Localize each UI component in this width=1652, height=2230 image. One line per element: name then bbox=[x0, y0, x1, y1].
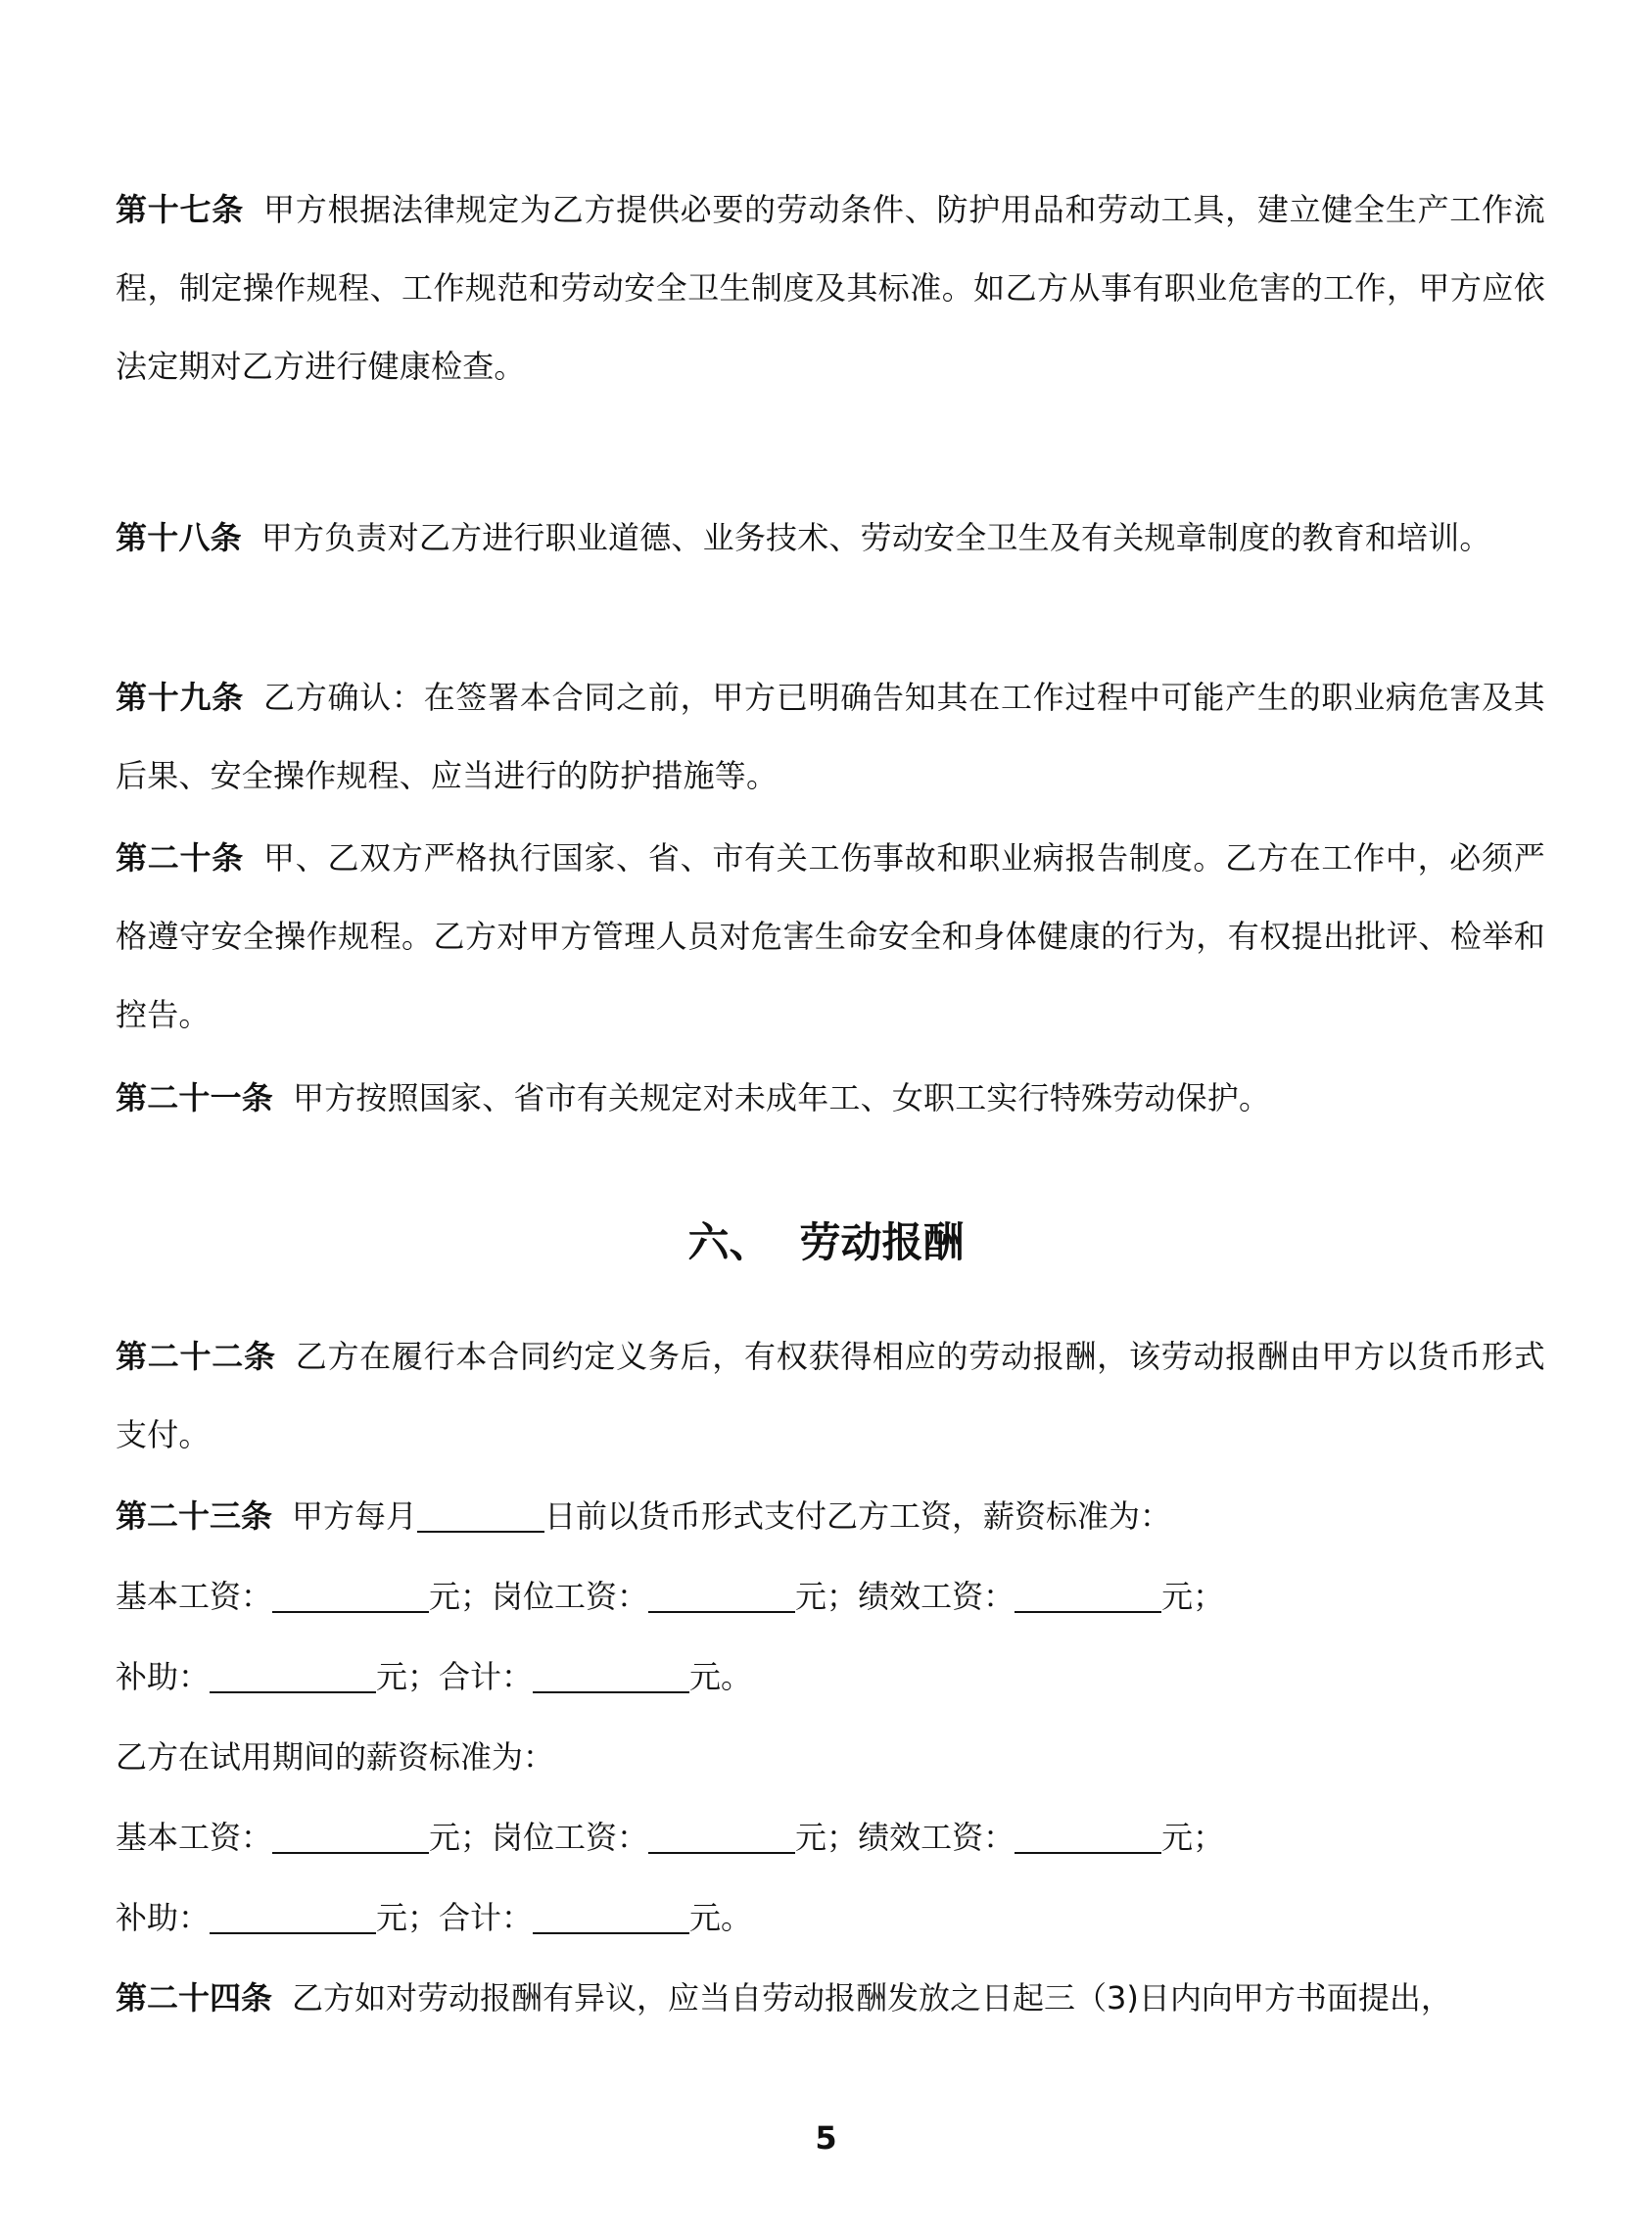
article-23 bbox=[116, 1477, 1545, 1555]
article-text: 乙方在履行本合同约定义务后，有权获得相应的劳动报酬，该劳动报酬由甲方以货币形式支付。 bbox=[116, 1338, 1545, 1453]
post-salary-blank[interactable] bbox=[648, 1576, 795, 1613]
article-19 bbox=[116, 658, 1545, 815]
subsidy-label: 补助： bbox=[116, 1899, 211, 1936]
article-label: 第二十条 bbox=[116, 839, 244, 877]
article-label: 第二十四条 bbox=[116, 1979, 273, 2016]
article-text: 甲、乙双方严格执行国家、省、市有关工伤事故和职业病报告制度。乙方在工作中，必须严格遵守安全操作规程。乙方对甲方管理人员对危害生命安全和身体健康的行为，有权提出批评、检举和控告。 bbox=[116, 839, 1545, 1033]
basic-salary-blank[interactable] bbox=[272, 1576, 429, 1613]
probation-basic-salary-blank[interactable] bbox=[272, 1817, 429, 1854]
unit-text: 元； bbox=[1161, 1819, 1225, 1856]
article-text: 乙方确认：在签署本合同之前，甲方已明确告知其在工作过程中可能产生的职业病危害及其后果、安全操作规程、应当进行的防护措施等。 bbox=[116, 679, 1545, 794]
article-21 bbox=[116, 1059, 1545, 1137]
probation-subsidy-blank[interactable] bbox=[210, 1897, 376, 1934]
total-label: 合计： bbox=[439, 1658, 534, 1695]
section-heading bbox=[0, 1204, 1652, 1282]
post-salary-label: 岗位工资： bbox=[492, 1819, 649, 1856]
total-blank[interactable] bbox=[533, 1656, 689, 1693]
unit-text: 元。 bbox=[689, 1658, 753, 1695]
pay-day-blank[interactable] bbox=[417, 1495, 544, 1533]
subsidy-label: 补助： bbox=[116, 1658, 211, 1695]
performance-salary-label: 绩效工资： bbox=[858, 1819, 1015, 1856]
performance-salary-label: 绩效工资： bbox=[858, 1578, 1015, 1615]
probation-performance-salary-blank[interactable] bbox=[1015, 1817, 1161, 1854]
unit-text: 元； bbox=[795, 1819, 859, 1856]
article-text: 乙方如对劳动报酬有异议，应当自劳动报酬发放之日起三（3)日内向甲方书面提出， bbox=[292, 1979, 1452, 2016]
article-text: 甲方根据法律规定为乙方提供必要的劳动条件、防护用品和劳动工具，建立健全生产工作流程，制定操作规程、工作规范和劳动安全卫生制度及其标准。如乙方从事有职业危害的工作，甲方应依法定期对乙方进行健康检查。 bbox=[116, 191, 1545, 385]
post-salary-label: 岗位工资： bbox=[492, 1578, 649, 1615]
salary-line-2 bbox=[116, 1637, 1545, 1716]
article-text-before: 甲方每月 bbox=[292, 1497, 418, 1535]
probation-salary-line-2 bbox=[116, 1878, 1545, 1957]
probation-intro: 乙方在试用期间的薪资标准为： bbox=[116, 1738, 555, 1776]
performance-salary-blank[interactable] bbox=[1015, 1576, 1161, 1613]
unit-text: 元； bbox=[429, 1578, 493, 1615]
article-label: 第二十三条 bbox=[116, 1497, 273, 1535]
article-20 bbox=[116, 819, 1545, 1054]
article-17 bbox=[116, 170, 1545, 405]
article-text-after: 日前以货币形式支付乙方工资，薪资标准为： bbox=[544, 1497, 1172, 1535]
section-number: 六、 bbox=[687, 1218, 771, 1266]
page-number: 5 bbox=[815, 2119, 837, 2157]
unit-text: 元； bbox=[1161, 1578, 1225, 1615]
article-label: 第十九条 bbox=[116, 679, 244, 716]
section-title: 劳动报酬 bbox=[799, 1218, 965, 1266]
salary-line-1 bbox=[116, 1557, 1545, 1636]
article-22 bbox=[116, 1317, 1545, 1474]
basic-salary-label: 基本工资： bbox=[116, 1578, 273, 1615]
probation-total-blank[interactable] bbox=[533, 1897, 689, 1934]
article-label: 第十七条 bbox=[116, 191, 244, 228]
article-24 bbox=[116, 1959, 1545, 2037]
article-label: 第二十二条 bbox=[116, 1338, 276, 1375]
article-label: 第二十一条 bbox=[116, 1079, 274, 1116]
subsidy-blank[interactable] bbox=[210, 1656, 376, 1693]
article-18 bbox=[116, 498, 1545, 577]
unit-text: 元； bbox=[429, 1819, 493, 1856]
unit-text: 元。 bbox=[689, 1899, 753, 1936]
unit-text: 元； bbox=[376, 1658, 440, 1695]
article-label: 第十八条 bbox=[116, 519, 242, 556]
basic-salary-label: 基本工资： bbox=[116, 1819, 273, 1856]
article-text: 甲方按照国家、省市有关规定对未成年工、女职工实行特殊劳动保护。 bbox=[293, 1079, 1271, 1116]
probation-post-salary-blank[interactable] bbox=[648, 1817, 795, 1854]
total-label: 合计： bbox=[439, 1899, 534, 1936]
article-text: 甲方负责对乙方进行职业道德、业务技术、劳动安全卫生及有关规章制度的教育和培训。 bbox=[260, 519, 1491, 556]
unit-text: 元； bbox=[376, 1899, 440, 1936]
probation-salary-line-1 bbox=[116, 1798, 1545, 1876]
unit-text: 元； bbox=[795, 1578, 859, 1615]
